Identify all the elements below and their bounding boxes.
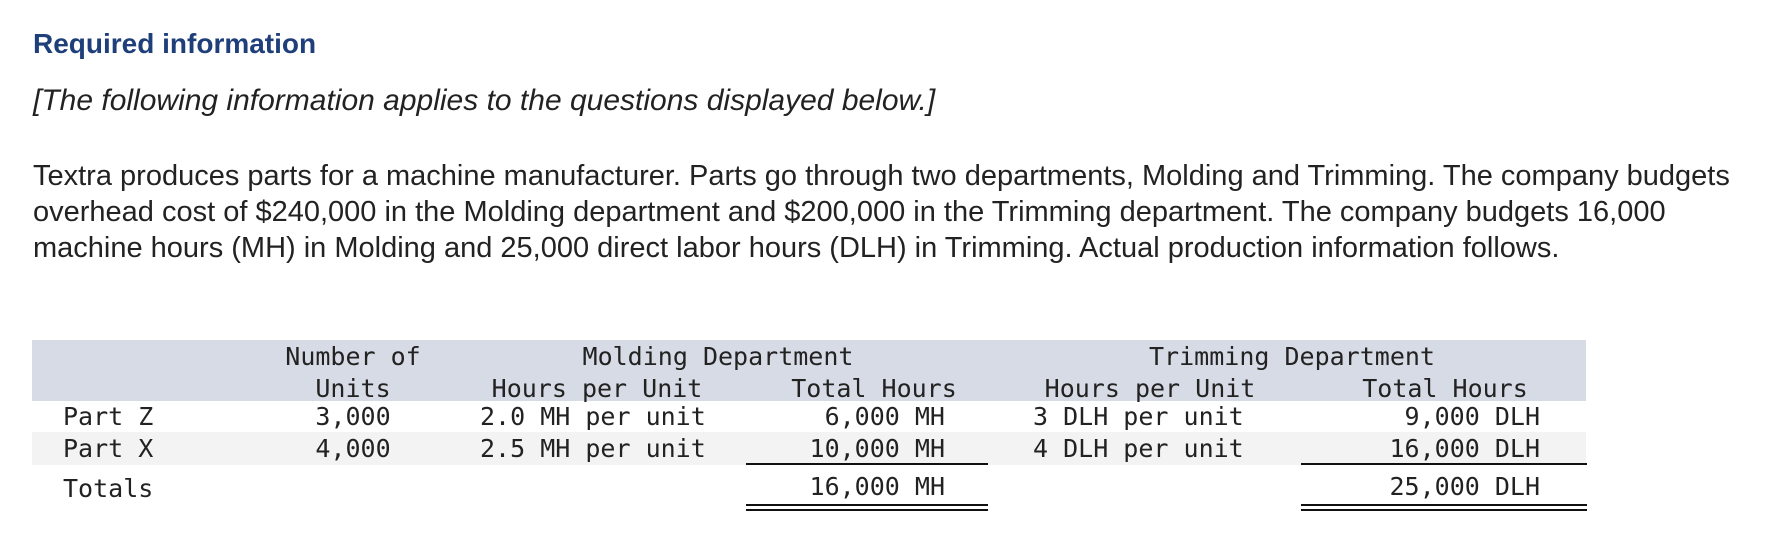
trimming-total-double-rule-bottom xyxy=(1301,509,1587,511)
row-label: Part X xyxy=(63,434,154,463)
molding-total-double-rule-top xyxy=(746,504,988,506)
problem-paragraph: Textra produces parts for a machine manufacturer. Parts go through two departments, Molding and Trimming. The company budgets overhead cost of $240,000 in the Molding department and $200,000 in the Trimming department. The company budgets 16,000 machine hours (MH) in Molding and 25,000 direct labor hours (DLH) in Trimming. Actual production information follows. xyxy=(33,160,1730,264)
header-trimming-total-hours: Total Hours xyxy=(1362,374,1528,403)
molding-total-hours: 10,000 MH xyxy=(809,434,945,463)
header-trimming-department: Trimming Department xyxy=(1149,342,1435,371)
header-units-line1: Number of xyxy=(285,342,421,371)
trimming-total-hours: 9,000 DLH xyxy=(1404,402,1540,431)
header-trimming-hours-per-unit: Hours per Unit xyxy=(1044,374,1256,403)
trimming-total-double-rule-top xyxy=(1301,504,1587,506)
molding-total-double-rule-bottom xyxy=(746,509,988,511)
trimming-hours-per-unit: 3 DLH per unit xyxy=(1033,402,1244,431)
trimming-hours-per-unit: 4 DLH per unit xyxy=(1033,434,1244,463)
row-label: Part Z xyxy=(63,402,154,431)
units-value: 4,000 xyxy=(315,434,391,463)
header-molding-department: Molding Department xyxy=(582,342,854,371)
info-note: [The following information applies to the questions displayed below.] xyxy=(33,84,936,117)
trimming-subtotal-rule xyxy=(1301,463,1587,465)
section-heading: Required information xyxy=(33,28,317,59)
trimming-total-hours: 16,000 DLH xyxy=(1389,434,1540,463)
molding-hours-per-unit: 2.0 MH per unit xyxy=(480,402,706,431)
header-molding-hours-per-unit: Hours per Unit xyxy=(491,374,703,403)
molding-subtotal-rule xyxy=(746,463,988,465)
molding-hours-per-unit: 2.5 MH per unit xyxy=(480,434,706,463)
molding-grand-total: 16,000 MH xyxy=(809,472,945,501)
molding-total-hours: 6,000 MH xyxy=(824,402,945,431)
totals-label: Totals xyxy=(63,474,154,503)
units-value: 3,000 xyxy=(315,402,391,431)
trimming-grand-total: 25,000 DLH xyxy=(1389,472,1540,501)
header-units-line2: Units xyxy=(315,374,391,403)
header-molding-total-hours: Total Hours xyxy=(791,374,957,403)
